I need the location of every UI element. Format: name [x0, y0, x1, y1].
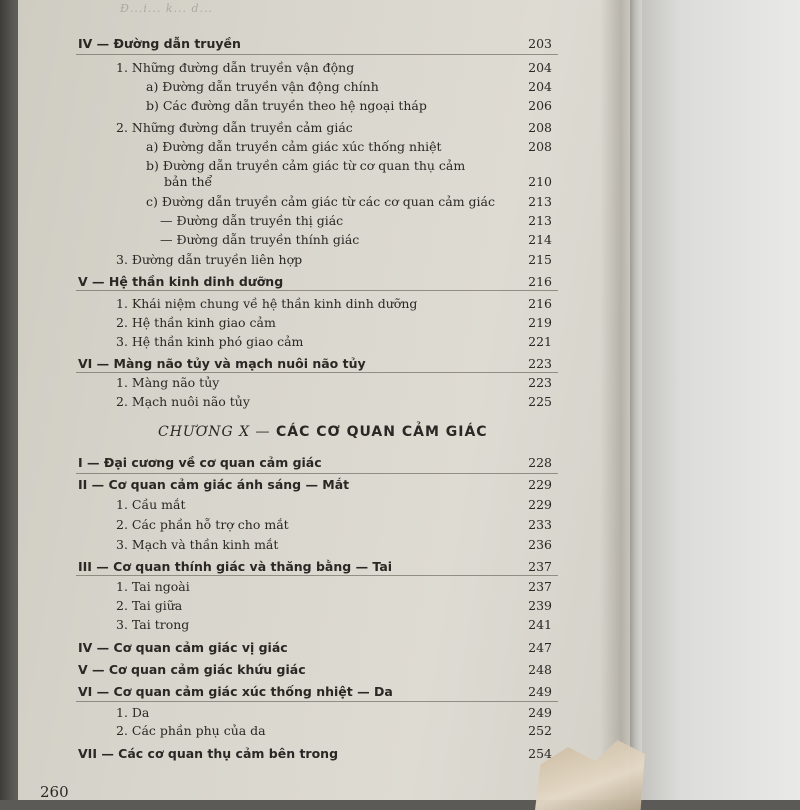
toc-entry-page: 239 [528, 598, 552, 613]
toc-entry-title: bản thể [164, 174, 213, 189]
toc-entry-page: 223 [528, 356, 552, 371]
toc-entry-title: 2. Những đường dẫn truyền cảm giác [116, 120, 353, 135]
toc-entry-page: 237 [528, 559, 552, 574]
toc-entry-page: 204 [528, 60, 552, 75]
toc-entry-page: 229 [528, 477, 552, 492]
toc-entry-page: 233 [528, 517, 552, 532]
toc-entry-page: 204 [528, 79, 552, 94]
toc-divider [76, 575, 558, 576]
toc-entry-page: 208 [528, 120, 552, 135]
toc-entry-title: V — Hệ thần kinh dinh dưỡng [78, 274, 284, 289]
toc-entry-page: 216 [528, 274, 552, 289]
toc-entry-page: 252 [528, 723, 552, 738]
toc-entry-title: — Đường dẫn truyền thị giác [160, 213, 344, 228]
toc-divider [76, 54, 558, 55]
toc-entry-title: VI — Cơ quan cảm giác xúc thống nhiệt — Da [78, 684, 393, 699]
toc-entry-title: 3. Tai trong [116, 617, 190, 632]
chapter-title: CÁC CƠ QUAN CẢM GIÁC [275, 424, 488, 440]
toc-entry-page: 249 [528, 705, 552, 720]
toc-entry-title: III — Cơ quan thính giác và thăng bằng — Tai [78, 559, 393, 574]
chapter-prefix: CHƯƠNG X — [158, 424, 271, 440]
toc-entry-page: 236 [528, 537, 552, 552]
toc-entry-title: 2. Các phần hỗ trợ cho mắt [116, 517, 289, 532]
toc-entry-title: IV — Cơ quan cảm giác vị giác [78, 640, 288, 655]
toc-entry-page: 219 [528, 315, 552, 330]
toc-divider [76, 473, 558, 474]
toc-entry-title: b) Đường dẫn truyền cảm giác từ cơ quan thụ cảm [146, 158, 466, 173]
toc-entry-title: 2. Hệ thần kinh giao cảm [116, 315, 276, 330]
toc-entry-page: 203 [528, 36, 552, 51]
toc-entry-title: VI — Màng não tủy và mạch nuôi não tủy [78, 356, 366, 371]
toc-entry-page: 237 [528, 579, 552, 594]
toc-entry-title: 2. Tai giữa [116, 598, 183, 613]
toc-entry-title: 1. Những đường dẫn truyền vận động [116, 60, 355, 75]
toc-entry-page: 213 [528, 213, 552, 228]
toc-entry-title: 1. Da [116, 705, 150, 720]
chapter-heading [158, 424, 518, 440]
toc-entry-page: 213 [528, 194, 552, 209]
toc-entry-page: 247 [528, 640, 552, 655]
toc-entry-title: 2. Mạch nuôi não tủy [116, 394, 250, 409]
toc-entry-page: 249 [528, 684, 552, 699]
toc-entry-page: 206 [528, 98, 552, 113]
toc-divider [76, 290, 558, 291]
toc-entry-title: 1. Tai ngoài [116, 579, 190, 594]
toc-entry-page: 208 [528, 139, 552, 154]
toc-entry-page: 254 [528, 746, 552, 761]
toc-entry-title: IV — Đường dẫn truyền [78, 36, 241, 51]
toc-divider [76, 372, 558, 373]
toc-entry-page: 215 [528, 252, 552, 267]
toc-entry-title: II — Cơ quan cảm giác ánh sáng — Mắt [78, 477, 350, 492]
page-number: 260 [40, 783, 69, 801]
toc-entry-page: 225 [528, 394, 552, 409]
toc-entry-title: VII — Các cơ quan thụ cảm bên trong [78, 746, 339, 761]
handwritten-scribble: Đ...i... k... d... [120, 2, 214, 15]
toc-entry-title: — Đường dẫn truyền thính giác [160, 232, 360, 247]
toc-divider [76, 701, 558, 702]
toc-entry-title: 3. Đường dẫn truyền liên hợp [116, 252, 303, 267]
toc-entry-page: 229 [528, 497, 552, 512]
toc-entry-page: 221 [528, 334, 552, 349]
toc-entry-title: a) Đường dẫn truyền vận động chính [146, 79, 379, 94]
toc-entry-title: 1. Cầu mắt [116, 497, 186, 512]
toc-entry-page: 248 [528, 662, 552, 677]
toc-entry-page: 214 [528, 232, 552, 247]
toc-entry-title: 3. Hệ thần kinh phó giao cảm [116, 334, 304, 349]
toc-entry-title: 2. Các phần phụ của da [116, 723, 266, 738]
toc-entry-title: 1. Màng não tủy [116, 375, 220, 390]
toc-entry-title: b) Các đường dẫn truyền theo hệ ngoại tháp [146, 98, 427, 113]
toc-entry-title: 3. Mạch và thần kinh mắt [116, 537, 279, 552]
toc-entry-title: V — Cơ quan cảm giác khứu giác [78, 662, 306, 677]
toc-entry-page: 210 [528, 174, 552, 189]
toc-entry-page: 241 [528, 617, 552, 632]
toc-entry-page: 223 [528, 375, 552, 390]
toc-entry-title: I — Đại cương về cơ quan cảm giác [78, 455, 322, 470]
toc-entry-title: a) Đường dẫn truyền cảm giác xúc thống nhiệt [146, 139, 442, 154]
toc-entry-page: 216 [528, 296, 552, 311]
toc-entry-title: c) Đường dẫn truyền cảm giác từ các cơ quan cảm giác [146, 194, 495, 209]
toc-entry-page: 228 [528, 455, 552, 470]
toc-entry-title: 1. Khái niệm chung về hệ thần kinh dinh dưỡng [116, 296, 418, 311]
